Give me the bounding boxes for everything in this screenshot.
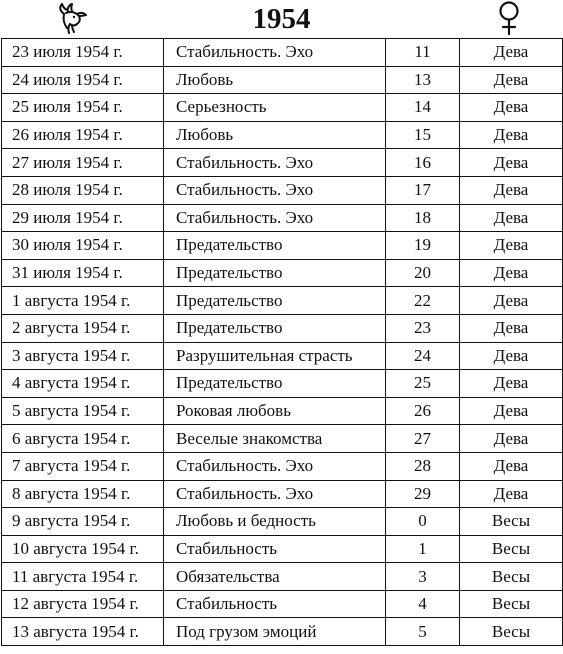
sign-cell: Дева xyxy=(460,452,563,480)
table-row xyxy=(2,342,563,370)
sign-cell: Дева xyxy=(460,259,563,287)
date-cell: 23 июля 1954 г. xyxy=(2,39,164,67)
table-row xyxy=(2,563,563,591)
table-row xyxy=(2,370,563,398)
description-cell: Стабильность xyxy=(164,590,386,618)
date-cell: 2 августа 1954 г. xyxy=(2,314,164,342)
number-cell: 15 xyxy=(386,121,460,149)
sign-cell: Дева xyxy=(460,480,563,508)
table-row xyxy=(2,66,563,94)
description-cell: Предательство xyxy=(164,314,386,342)
number-cell: 13 xyxy=(386,66,460,94)
table-row xyxy=(2,480,563,508)
date-cell: 4 августа 1954 г. xyxy=(2,370,164,398)
description-cell: Разрушительная страсть xyxy=(164,342,386,370)
description-cell: Стабильность. Эхо xyxy=(164,149,386,177)
number-cell: 25 xyxy=(386,370,460,398)
table-row xyxy=(2,425,563,453)
description-cell: Стабильность. Эхо xyxy=(164,39,386,67)
number-cell: 24 xyxy=(386,342,460,370)
description-cell: Роковая любовь xyxy=(164,397,386,425)
description-cell: Стабильность. Эхо xyxy=(164,204,386,232)
description-cell: Веселые знакомства xyxy=(164,425,386,453)
sign-cell: Дева xyxy=(460,397,563,425)
number-cell: 14 xyxy=(386,94,460,122)
table-row xyxy=(2,618,563,646)
date-cell: 28 июля 1954 г. xyxy=(2,176,164,204)
date-cell: 29 июля 1954 г. xyxy=(2,204,164,232)
table-row xyxy=(2,397,563,425)
table-row xyxy=(2,149,563,177)
date-cell: 8 августа 1954 г. xyxy=(2,480,164,508)
number-cell: 0 xyxy=(386,508,460,536)
sign-cell: Дева xyxy=(460,342,563,370)
date-cell: 5 августа 1954 г. xyxy=(2,397,164,425)
date-cell: 30 июля 1954 г. xyxy=(2,232,164,260)
date-cell: 9 августа 1954 г. xyxy=(2,508,164,536)
number-cell: 18 xyxy=(386,204,460,232)
number-cell: 20 xyxy=(386,259,460,287)
description-cell: Любовь xyxy=(164,121,386,149)
date-cell: 31 июля 1954 г. xyxy=(2,259,164,287)
date-cell: 7 августа 1954 г. xyxy=(2,452,164,480)
table-row xyxy=(2,39,563,67)
table-row xyxy=(2,259,563,287)
number-cell: 4 xyxy=(386,590,460,618)
description-cell: Под грузом эмоций xyxy=(164,618,386,646)
table-row xyxy=(2,452,563,480)
date-cell: 1 августа 1954 г. xyxy=(2,287,164,315)
number-cell: 19 xyxy=(386,232,460,260)
description-cell: Предательство xyxy=(164,370,386,398)
table-row xyxy=(2,590,563,618)
description-cell: Любовь и бедность xyxy=(164,508,386,536)
page-header xyxy=(0,0,563,38)
number-cell: 5 xyxy=(386,618,460,646)
sign-cell: Дева xyxy=(460,94,563,122)
sign-cell: Дева xyxy=(460,314,563,342)
sign-cell: Дева xyxy=(460,370,563,398)
number-cell: 16 xyxy=(386,149,460,177)
table-row xyxy=(2,535,563,563)
number-cell: 23 xyxy=(386,314,460,342)
sign-cell: Дева xyxy=(460,39,563,67)
date-cell: 11 августа 1954 г. xyxy=(2,563,164,591)
description-cell: Стабильность. Эхо xyxy=(164,480,386,508)
table-row xyxy=(2,314,563,342)
date-cell: 26 июля 1954 г. xyxy=(2,121,164,149)
venus-icon xyxy=(494,0,524,36)
date-cell: 12 августа 1954 г. xyxy=(2,590,164,618)
table-row xyxy=(2,176,563,204)
description-cell: Стабильность xyxy=(164,535,386,563)
sign-cell: Дева xyxy=(460,121,563,149)
description-cell: Предательство xyxy=(164,287,386,315)
number-cell: 3 xyxy=(386,563,460,591)
number-cell: 26 xyxy=(386,397,460,425)
date-cell: 13 августа 1954 г. xyxy=(2,618,164,646)
compatibility-table xyxy=(1,38,563,646)
number-cell: 11 xyxy=(386,39,460,67)
table-row xyxy=(2,121,563,149)
description-cell: Серьезность xyxy=(164,94,386,122)
sign-cell: Дева xyxy=(460,149,563,177)
sign-cell: Дева xyxy=(460,232,563,260)
table-row xyxy=(2,94,563,122)
sign-cell: Весы xyxy=(460,618,563,646)
date-cell: 6 августа 1954 г. xyxy=(2,425,164,453)
table-row xyxy=(2,204,563,232)
description-cell: Любовь xyxy=(164,66,386,94)
number-cell: 27 xyxy=(386,425,460,453)
table-row xyxy=(2,232,563,260)
description-cell: Предательство xyxy=(164,232,386,260)
sign-cell: Дева xyxy=(460,66,563,94)
sign-cell: Дева xyxy=(460,176,563,204)
date-cell: 27 июля 1954 г. xyxy=(2,149,164,177)
number-cell: 28 xyxy=(386,452,460,480)
date-cell: 3 августа 1954 г. xyxy=(2,342,164,370)
sign-cell: Дева xyxy=(460,425,563,453)
description-cell: Стабильность. Эхо xyxy=(164,176,386,204)
sign-cell: Дева xyxy=(460,204,563,232)
description-cell: Стабильность. Эхо xyxy=(164,452,386,480)
table-row xyxy=(2,287,563,315)
sign-cell: Весы xyxy=(460,535,563,563)
number-cell: 17 xyxy=(386,176,460,204)
number-cell: 22 xyxy=(386,287,460,315)
table-row xyxy=(2,508,563,536)
description-cell: Обязательства xyxy=(164,563,386,591)
sign-cell: Весы xyxy=(460,590,563,618)
sign-cell: Весы xyxy=(460,563,563,591)
table-body xyxy=(2,39,563,646)
date-cell: 10 августа 1954 г. xyxy=(2,535,164,563)
date-cell: 24 июля 1954 г. xyxy=(2,66,164,94)
date-cell: 25 июля 1954 г. xyxy=(2,94,164,122)
sign-cell: Дева xyxy=(460,287,563,315)
sign-cell: Весы xyxy=(460,508,563,536)
description-cell: Предательство xyxy=(164,259,386,287)
year-title: 1954 xyxy=(252,3,311,35)
number-cell: 29 xyxy=(386,480,460,508)
number-cell: 1 xyxy=(386,535,460,563)
